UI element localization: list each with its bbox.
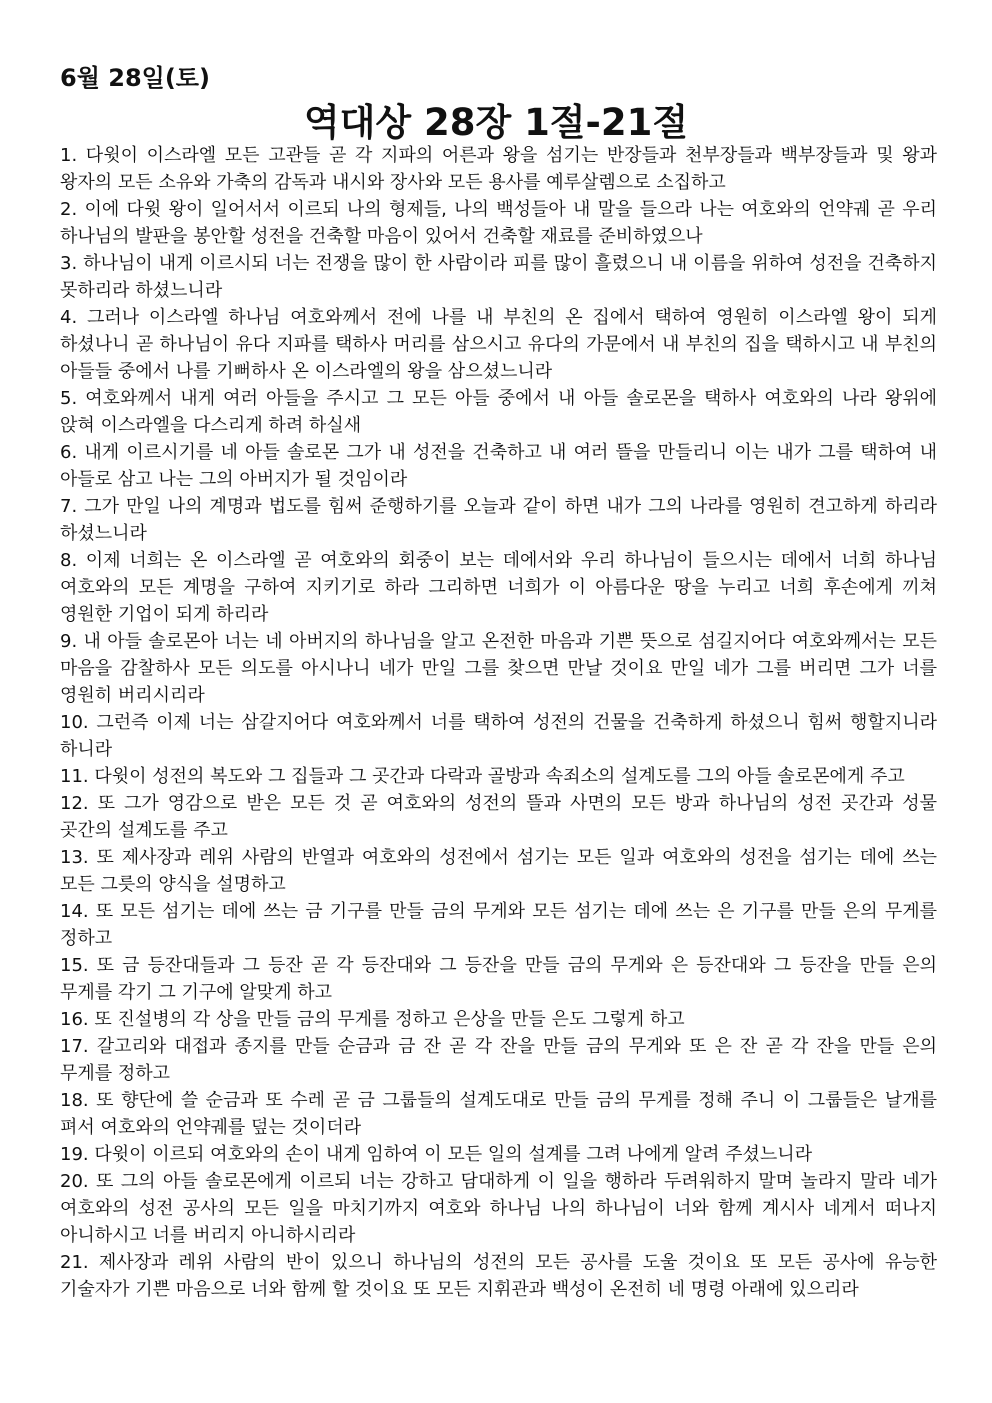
verse-9: 9. 내 아들 솔로몬아 너는 네 아버지의 하나님을 알고 온전한 마음과 기쁜 뜻으로 섬길지어다 여호와께서는 모든 마음을 감찰하사 모든 의도를 아시나니 네가 만일 그를 찾으면 만날 것이요 만일 네가 그를 버리면 그가 너를 영원히 버리시리라 [60,631,937,706]
verse-5: 5. 여호와께서 내게 여러 아들을 주시고 그 모든 아들 중에서 내 아들 솔로몬을 택하사 여호와의 나라 왕위에 앉혀 이스라엘을 다스리게 하려 하실새 [60,388,937,436]
verse-8: 8. 이제 너희는 온 이스라엘 곧 여호와의 회중이 보는 데에서와 우리 하나님이 들으시는 데에서 너희 하나님 여호와의 모든 계명을 구하여 지키기로 하라 그리하면 너희가 이 아름다운 땅을 누리고 너희 후손에게 끼쳐 영원한 기업이 되게 하리라 [60,550,937,625]
verse-17: 17. 갈고리와 대접과 종지를 만들 순금과 금 잔 곧 각 잔을 만들 금의 무게와 또 은 잔 곧 각 잔을 만들 은의 무게를 정하고 [60,1036,937,1084]
page-title: 역대상 28장 1절-21절 [303,101,689,144]
verse-10: 10. 그런즉 이제 너는 삼갈지어다 여호와께서 너를 택하여 성전의 건물을 건축하게 하셨으니 힘써 행할지니라 하니라 [60,712,937,760]
verse-4: 4. 그러나 이스라엘 하나님 여호와께서 전에 나를 내 부친의 온 집에서 택하여 영원히 이스라엘 왕이 되게 하셨나니 곧 하나님이 유다 지파를 택하사 머리를 삼으시고 유다의 가문에서 내 부친의 집을 택하시고 내 부친의 아들들 중에서 나를 기뻐하사 온 이스라엘의 왕을 삼으셨느니라 [60,307,937,382]
verse-2: 2. 이에 다윗 왕이 일어서서 이르되 나의 형제들, 나의 백성들아 내 말을 들으라 나는 여호와의 언약궤 곧 우리 하나님의 발판을 봉안할 성전을 건축할 마음이 있어서 건축할 재료를 준비하였으나 [60,199,937,247]
verse-7: 7. 그가 만일 나의 계명과 법도를 힘써 준행하기를 오늘과 같이 하면 내가 그의 나라를 영원히 견고하게 하리라 하셨느니라 [60,496,937,544]
verse-21: 21. 제사장과 레위 사람의 반이 있으니 하나님의 성전의 모든 공사를 도울 것이요 또 모든 공사에 유능한 기술자가 기쁜 마음으로 너와 함께 할 것이요 또 모든 지휘관과 백성이 온전히 네 명령 아래에 있으리라 [60,1252,937,1300]
verse-15: 15. 또 금 등잔대들과 그 등잔 곧 각 등잔대와 그 등잔을 만들 금의 무게와 은 등잔대와 그 등잔을 만들 은의 무게를 각기 그 기구에 알맞게 하고 [60,955,937,1003]
verse-3: 3. 하나님이 내게 이르시되 너는 전쟁을 많이 한 사람이라 피를 많이 흘렸으니 내 이름을 위하여 성전을 건축하지 못하리라 하셨느니라 [60,253,937,301]
verse-18: 18. 또 향단에 쓸 순금과 또 수레 곧 금 그룹들의 설계도대로 만들 금의 무게를 정해 주니 이 그룹들은 날개를 펴서 여호와의 언약궤를 덮는 것이더라 [60,1090,937,1138]
verse-6: 6. 내게 이르시기를 네 아들 솔로몬 그가 내 성전을 건축하고 내 여러 뜰을 만들리니 이는 내가 그를 택하여 내 아들로 삼고 나는 그의 아버지가 될 것임이라 [60,442,937,490]
verse-14: 14. 또 모든 섬기는 데에 쓰는 금 기구를 만들 금의 무게와 모든 섬기는 데에 쓰는 은 기구를 만들 은의 무게를 정하고 [60,901,937,949]
date-header: 6월 28일(토) [60,64,210,92]
verse-list [60,142,937,1303]
verse-11: 11. 다윗이 성전의 복도와 그 집들과 그 곳간과 다락과 골방과 속죄소의 설계도를 그의 아들 솔로몬에게 주고 [60,766,905,787]
verse-19: 19. 다윗이 이르되 여호와의 손이 내게 임하여 이 모든 일의 설계를 그려 나에게 알려 주셨느니라 [60,1144,813,1165]
verse-13: 13. 또 제사장과 레위 사람의 반열과 여호와의 성전에서 섬기는 모든 일과 여호와의 성전을 섬기는 데에 쓰는 모든 그릇의 양식을 설명하고 [60,847,937,895]
verse-12: 12. 또 그가 영감으로 받은 모든 것 곧 여호와의 성전의 뜰과 사면의 모든 방과 하나님의 성전 곳간과 성물 곳간의 설계도를 주고 [60,793,937,841]
verse-1: 1. 다윗이 이스라엘 모든 고관들 곧 각 지파의 어른과 왕을 섬기는 반장들과 천부장들과 백부장들과 및 왕과 왕자의 모든 소유와 가축의 감독과 내시와 장사와 모든 용사를 예루살렘으로 소집하고 [60,145,937,193]
verse-20: 20. 또 그의 아들 솔로몬에게 이르되 너는 강하고 담대하게 이 일을 행하라 두려워하지 말며 놀라지 말라 네가 여호와의 성전 공사의 모든 일을 마치기까지 여호와 하나님 나의 하나님이 너와 함께 계시사 네게서 떠나지 아니하시고 너를 버리지 아니하시리라 [60,1171,937,1246]
verse-16: 16. 또 진설병의 각 상을 만들 금의 무게를 정하고 은상을 만들 은도 그렇게 하고 [60,1009,685,1030]
